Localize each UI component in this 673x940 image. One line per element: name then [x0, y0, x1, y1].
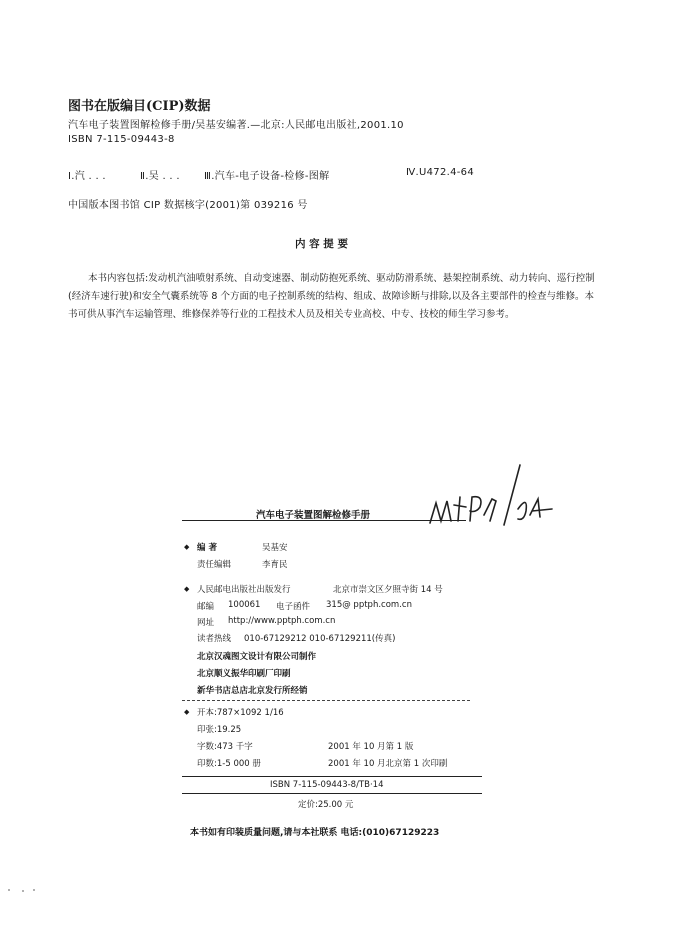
cip-class-4: Ⅳ.U472.4-64	[406, 167, 474, 178]
author-name: 吴基安	[262, 543, 288, 553]
hotline-numbers: 010-67129212 010-67129211(传真)	[244, 634, 396, 644]
colophon-book-title: 汽车电子装置图解检修手册	[256, 510, 371, 521]
word-count: 字数:473 千字	[197, 742, 253, 752]
bullet-icon: ◆	[184, 585, 190, 593]
editor-name: 李育民	[262, 560, 288, 570]
scan-speck	[22, 890, 24, 892]
cip-class-1: Ⅰ.汽 . . .	[68, 171, 106, 182]
isbn-rule-bottom	[182, 793, 482, 794]
print-run: 印数:1-5 000 册	[197, 759, 261, 769]
isbn-rule-top	[182, 776, 482, 777]
editor-label: 责任编辑	[197, 560, 232, 570]
cip-class-3: Ⅲ.汽车-电子设备-检修-图解	[204, 171, 330, 182]
colophon-divider	[182, 700, 470, 701]
web-label: 网址	[197, 618, 215, 628]
summary-heading: 内 容 提 要	[295, 238, 348, 250]
bullet-icon: ◆	[184, 543, 190, 551]
cip-data-number: 中国版本图书馆 CIP 数据核字(2001)第 039216 号	[68, 200, 308, 211]
postcode-label: 邮编	[197, 602, 215, 612]
email-label: 电子函件	[276, 602, 311, 612]
cip-catalog-line: 汽车电子装置图解检修手册/吴基安编著.—北京:人民邮电出版社,2001.10	[68, 120, 404, 131]
edition: 2001 年 10 月第 1 版	[328, 742, 414, 752]
price: 定价:25.00 元	[298, 800, 354, 810]
author-label: 编 著	[197, 543, 217, 553]
printer: 北京顺义振华印刷厂印刷	[197, 669, 291, 679]
cip-isbn: ISBN 7-115-09443-8	[68, 134, 175, 145]
cip-class-2: Ⅱ.吴 . . .	[140, 171, 180, 182]
printing: 2001 年 10 月北京第 1 次印刷	[328, 759, 448, 769]
scan-speck	[8, 889, 10, 891]
hotline-label: 读者热线	[197, 634, 232, 644]
printed-sheets: 印张:19.25	[197, 725, 242, 735]
web-address: http://www.pptph.com.cn	[228, 616, 336, 626]
cip-heading: 图书在版编目(CIP)数据	[68, 99, 211, 114]
book-format: 开本:787×1092 1/16	[197, 708, 284, 718]
scan-speck	[33, 889, 35, 891]
publisher-address: 北京市崇文区夕照寺街 14 号	[333, 585, 443, 595]
publisher: 人民邮电出版社出版发行	[197, 585, 291, 595]
handwritten-signature	[426, 455, 561, 535]
distributor: 新华书店总店北京发行所经销	[197, 686, 308, 696]
email: 315@ pptph.com.cn	[326, 600, 412, 610]
bullet-icon: ◆	[184, 708, 190, 716]
summary-paragraph: 本书内容包括:发动机汽油喷射系统、自动变速器、制动防抱死系统、驱动防滑系统、悬架控制系统、动力转向、巡行控制(经济车速行驶)和安全气囊系统等 8 个方面的电子控制系统的结构、组成、故障诊断与排除,以及各主要部件的检查与维修。本书可供从事汽车运输管理、维修保养等行业的工程技术人员及相关专业高校、中专、技校的师生学习参考。	[68, 273, 595, 320]
postcode: 100061	[228, 600, 261, 610]
typesetter: 北京汉魂图文设计有限公司制作	[197, 652, 317, 662]
footer-contact: 本书如有印装质量问题,请与本社联系 电话:(010)67129223	[190, 828, 440, 838]
isbn-full: ISBN 7-115-09443-8/TB·14	[270, 780, 384, 790]
